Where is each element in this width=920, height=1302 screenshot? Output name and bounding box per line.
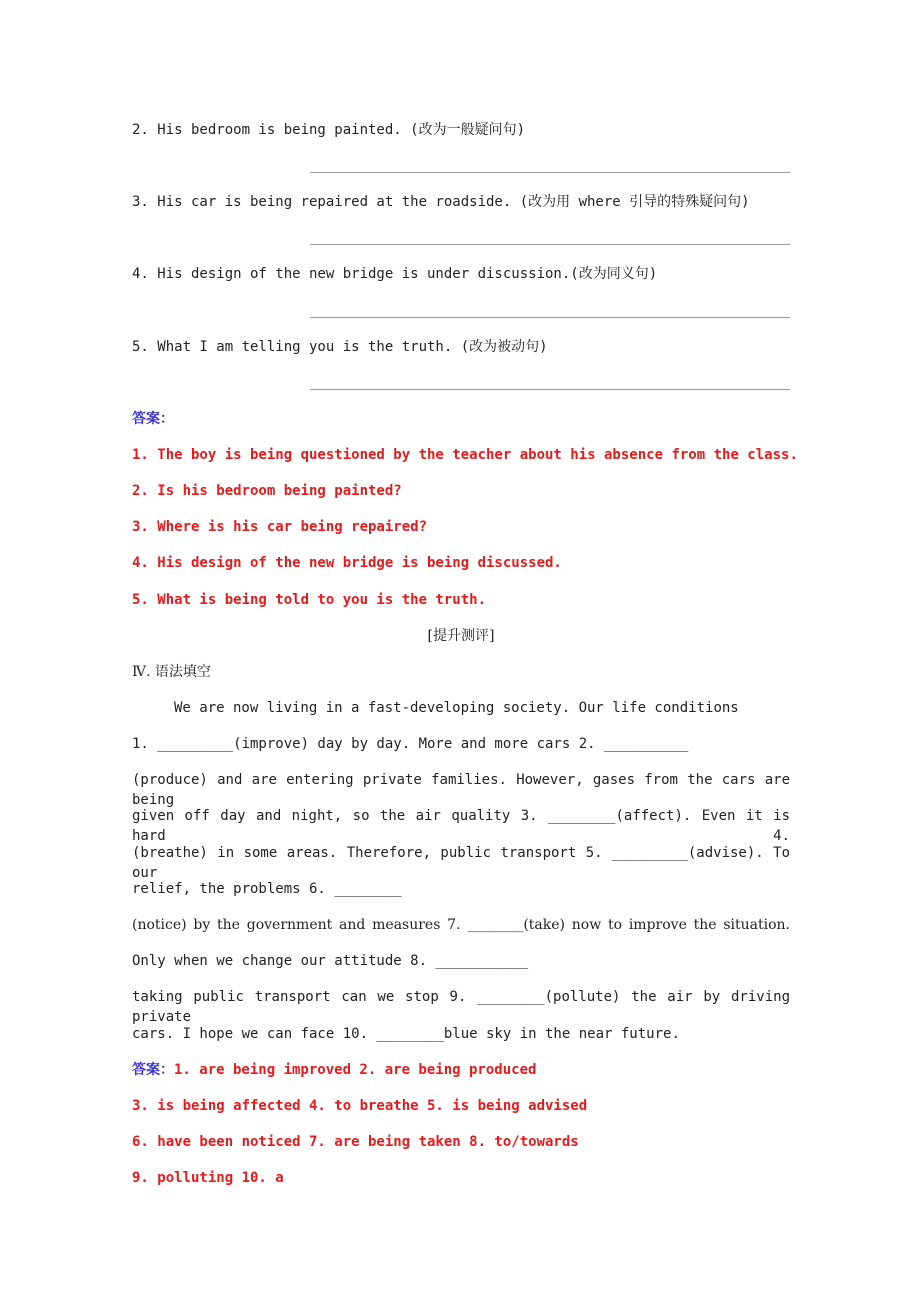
answers-heading: 答案： — [132, 411, 174, 427]
passage-line-8: Only when we change our attitude 8. ___________ — [132, 953, 529, 969]
fill-answer-line-4: 9. polluting 10. a — [132, 1170, 284, 1186]
fill-answer-line-3: 6. have been noticed 7. are being taken 8. to/towards — [132, 1134, 579, 1150]
question-5: 5. What I am telling you is the truth. (改为被动句) — [132, 339, 548, 355]
question-4: 4. His design of the new bridge is under discussion.(改为同义句) — [132, 266, 658, 282]
answer-line-3 — [310, 244, 790, 245]
rewrite-answer-5: 5. What is being told to you is the truth. — [132, 592, 487, 608]
section-title: [提升测评] — [427, 628, 495, 644]
rewrite-answer-4: 4. His design of the new bridge is being discussed. — [132, 555, 562, 571]
passage-line-2: 1. _________(improve) day by day. More and more cars 2. __________ — [132, 736, 689, 752]
rewrite-answer-1: 1. The boy is being questioned by the teacher about his absence from the class. — [132, 447, 798, 463]
answer-line-2 — [310, 172, 790, 173]
rewrite-answer-2: 2. Is his bedroom being painted? — [132, 483, 402, 499]
passage-line-1: We are now living in a fast-developing society. Our life conditions — [174, 700, 739, 716]
fill-answer-line-2: 3. is being affected 4. to breathe 5. is being advised — [132, 1098, 588, 1114]
fill-answers-row-1 — [132, 1060, 790, 1080]
fill-answer-line-1: 1. are being improved 2. are being produced — [174, 1062, 537, 1078]
passage-line-6: relief, the problems 6. ________ — [132, 881, 402, 897]
part-title: Ⅳ. 语法填空 — [132, 664, 211, 680]
passage-line-4: given off day and night, so the air quality 3. ________(affect). Even it is hard 4. — [132, 808, 790, 844]
passage-line-5: (breathe) in some areas. Therefore, public transport 5. _________(advise). To our — [132, 845, 790, 881]
fill-answers-heading: 答案： — [132, 1062, 174, 1078]
answer-line-4 — [310, 317, 790, 318]
question-3: 3. His car is being repaired at the roadside. (改为用 where 引导的特殊疑问句) — [132, 194, 750, 210]
passage-line-9: taking public transport can we stop 9. ________(pollute) the air by driving private — [132, 989, 790, 1025]
question-2: 2. His bedroom is being painted. (改为一般疑问句) — [132, 122, 526, 138]
passage-line-10: cars. I hope we can face 10. ________blue sky in the near future. — [132, 1026, 680, 1042]
passage-line-3: (produce) and are entering private families. However, gases from the cars are being — [132, 772, 790, 808]
passage-line-7: (notice) by the government and measures 7. ________(take) now to improve the situation. — [132, 917, 790, 933]
rewrite-answer-3: 3. Where is his car being repaired? — [132, 519, 428, 535]
answer-line-5 — [310, 389, 790, 390]
